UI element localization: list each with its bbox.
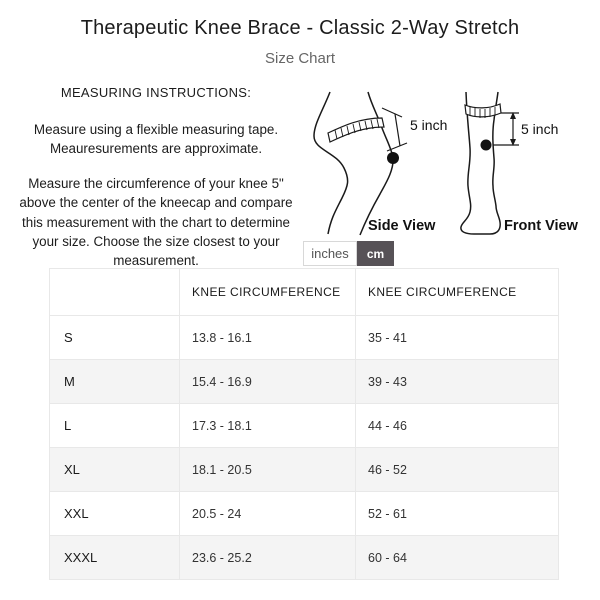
instructions-paragraph-2: Measure the circumference of your knee 5" above the center of the kneecap and compare this measurement with the chart to determine your size. Choose the size closest to your measurement. [19,175,293,269]
side-view-diagram [298,88,455,243]
front-view-leg-illustration [458,88,600,238]
instructions-line-2: Meauresurements are approximate. [49,141,263,157]
instructions-paragraph-1 [10,120,302,159]
size-label: M [50,360,180,404]
cm-range: 44 - 46 [356,404,559,448]
instructions-heading: MEASURING INSTRUCTIONS: [60,85,252,100]
cm-range: 35 - 41 [356,316,559,360]
size-label: XXL [50,492,180,536]
inches-range: 13.8 - 16.1 [180,316,356,360]
page-subtitle: Size Chart [264,50,336,67]
unit-toggle [303,241,394,266]
size-chart-table [49,268,559,580]
instructions-line-1: Measure using a flexible measuring tape. [33,121,279,137]
dimension-arrow [382,108,407,151]
table-row [50,492,559,536]
knee-circumference-cm-header: KNEE CIRCUMFERENCE [356,269,559,316]
inches-toggle-button[interactable]: inches [303,241,357,266]
cm-range: 52 - 61 [356,492,559,536]
kneecap-dot [481,140,492,151]
size-label: XXXL [50,536,180,580]
kneecap-dot [387,152,399,164]
size-label: L [50,404,180,448]
table-row [50,316,559,360]
side-view-leg-illustration [298,88,455,238]
table-row [50,536,559,580]
cm-toggle-button[interactable]: cm [357,241,394,266]
size-label: S [50,316,180,360]
inches-range: 17.3 - 18.1 [180,404,356,448]
measuring-instructions [10,84,302,286]
inches-range: 23.6 - 25.2 [180,536,356,580]
cm-range: 60 - 64 [356,536,559,580]
inches-range: 20.5 - 24 [180,492,356,536]
front-dimension-label: 5 inch [521,121,559,137]
table-header-row [50,269,559,316]
table-row [50,404,559,448]
front-view-diagram [458,88,600,243]
cm-range: 39 - 43 [356,360,559,404]
side-view-label: Side View [368,218,436,234]
inches-range: 15.4 - 16.9 [180,360,356,404]
size-column-header [50,269,180,316]
page-title: Therapeutic Knee Brace - Classic 2-Way Stretch [80,17,520,39]
table-row [50,360,559,404]
leg-outline-front [360,92,393,235]
cm-range: 46 - 52 [356,448,559,492]
inches-range: 18.1 - 20.5 [180,448,356,492]
table-row [50,448,559,492]
side-dimension-label: 5 inch [410,117,448,133]
size-label: XL [50,448,180,492]
measuring-tape-graphic [328,118,384,142]
leg-outline-back [314,92,348,234]
front-view-label: Front View [504,218,578,234]
knee-circumference-inches-header: KNEE CIRCUMFERENCE [180,269,356,316]
